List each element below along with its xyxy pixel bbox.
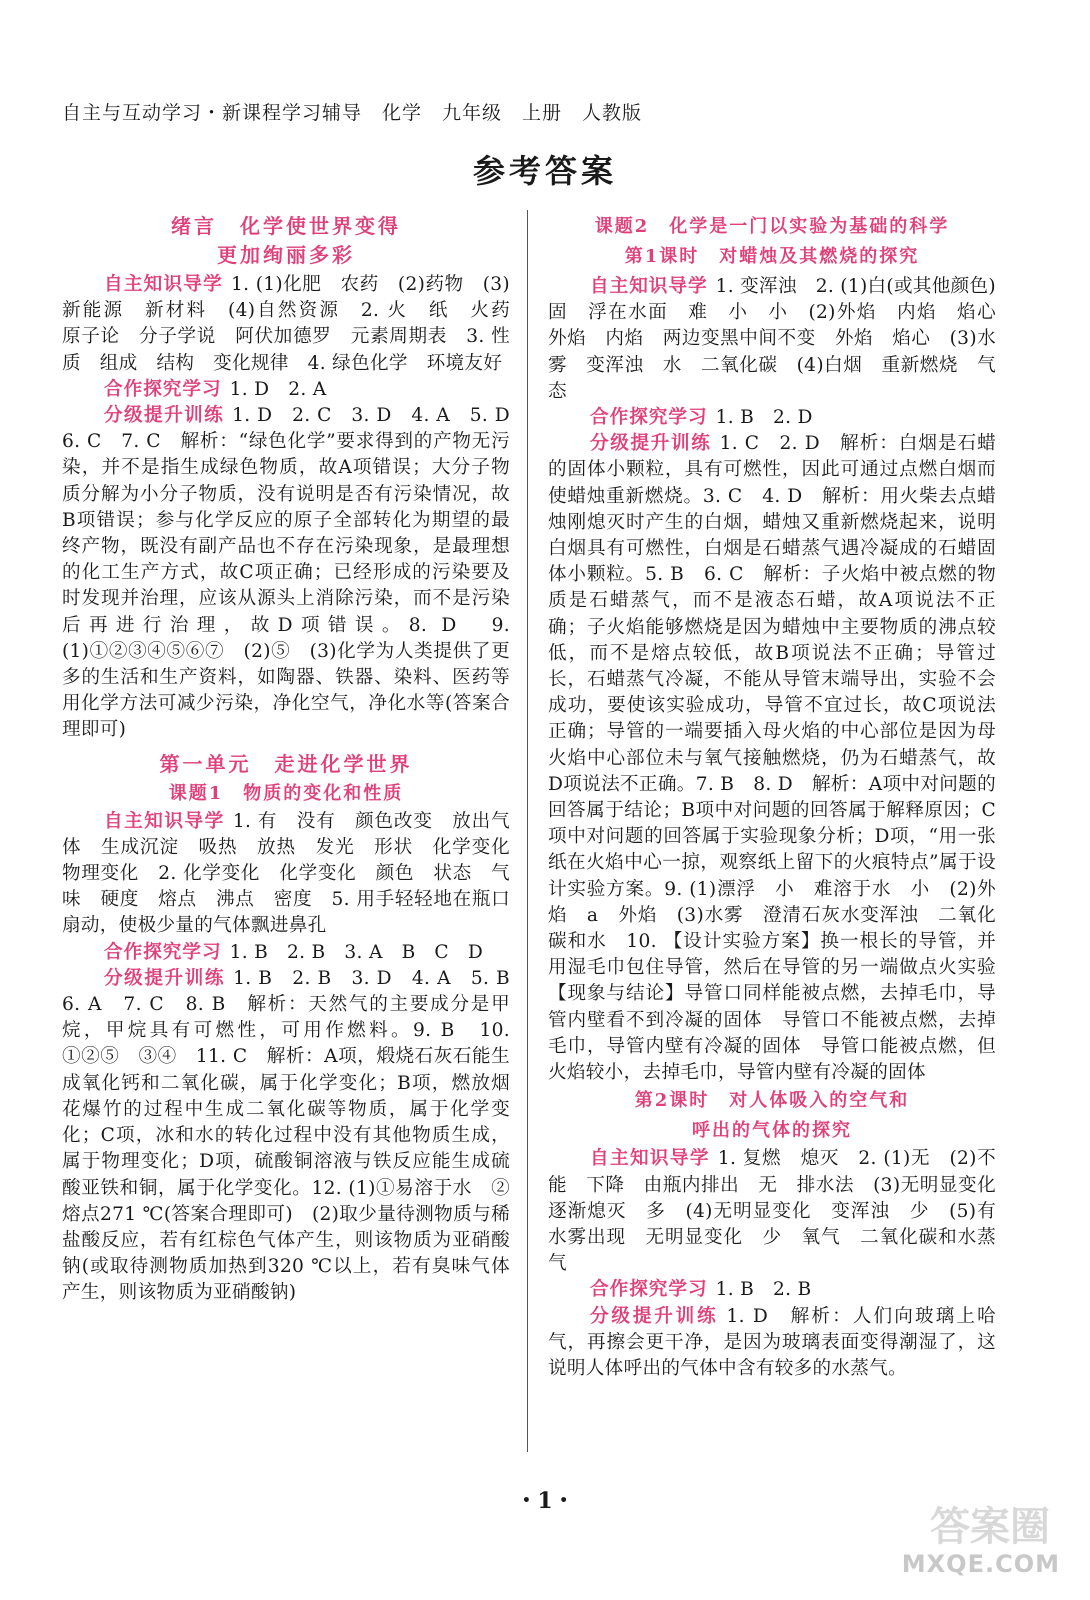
period-title: 第2课时 对人体吸入的空气和	[634, 1090, 910, 1112]
running-header: 自主与互动学习・新课程学习辅导 化学 九年级 上册 人教版	[62, 102, 643, 124]
answer-text: 1. 变浑浊 2. (1)白(或其他颜色) 固 浮在水面 难 小 小 (2)外焰 内焰 焰心 外焰 内焰 两边变黑中间不变 外焰 焰心 (3)水雾 变浑浊 水 二氧化碳 (4)白烟 重新燃烧 气态	[548, 276, 1015, 402]
right-column	[548, 212, 1015, 1382]
lesson-title: 课题1 物质的变化和性质	[168, 782, 404, 804]
watermark-mark: 答案圈	[930, 1504, 1050, 1550]
answer-block	[548, 1277, 996, 1303]
answer-block	[548, 274, 1015, 405]
answer-text: 1. D 2. C 3. D 4. A 5. D 6. C 7. C 解析：“绿色化学”要求得到的产物无污染，并不是指生成绿色物质，故A项错误；大分子物质分解为小分子物质，没有说明是否有污染情况，故B项错误；参与化学反应的原子全部转化为期望的最终产物，既没有副产品也不存在污染现象，是最理想的化工生产方式，故C项正确；已经形成的污染要及时发现并治理，应该从源头上消除污染，而不是污染后再进行治理，故D项错误。8. D 9. (1)①②③④⑤⑥⑦ (2)⑤ (3)化学为人类提供了更多的生活和生产资料，如陶器、铁器、染料、医药等 用化学方法可减少污染，净化空气，净化水等(答案合理即可)	[62, 405, 529, 741]
section-label: 分级提升训练	[104, 405, 225, 427]
answer-text: 1. B 2. B 3. A B C D	[229, 941, 484, 963]
section-label: 合作探究学习	[590, 407, 708, 429]
watermark-logo	[901, 1498, 1060, 1578]
section-label: 合作探究学习	[104, 378, 222, 400]
lesson-title: 课题2 化学是一门以实验为基础的科学	[594, 216, 950, 237]
answer-text: 1. D 解析：人们向玻璃上哈气，再擦会更干净，是因为玻璃表面变得潮湿了，这说明人体呼出的气体中含有较多的水蒸气。	[548, 1305, 996, 1379]
answer-text: 1. D 2. A	[229, 378, 327, 400]
section-label: 合作探究学习	[590, 1279, 708, 1301]
period-title-line2: 呼出的气体的探究	[692, 1120, 852, 1142]
section-label: 分级提升训练	[104, 967, 226, 989]
section-label: 自主知识导学	[104, 810, 225, 832]
page-number: ・1・	[515, 1488, 575, 1514]
section-label: 自主知识导学	[104, 274, 223, 295]
page-title: 参考答案	[472, 152, 617, 190]
answer-text: 1. (1)化肥 农药 (2)药物 (3)新能源 新材料 (4)自然资源 2. 火 纸 火药 原子论 分子学说 阿伏加德罗 元素周期表 3. 性质 组成 结构 变化规律 4. 绿色化学 环境友好	[62, 274, 529, 374]
answer-text: 1. B 2. D	[715, 407, 813, 429]
answer-block	[548, 405, 996, 431]
section-label: 自主知识导学	[590, 1148, 710, 1170]
answer-block	[62, 377, 510, 403]
section-label: 分级提升训练	[590, 1305, 719, 1327]
answer-block	[62, 809, 529, 940]
period-title: 第1课时 对蜡烛及其燃烧的探究	[624, 246, 920, 267]
section-label: 合作探究学习	[104, 941, 222, 963]
answer-block	[548, 1146, 1015, 1277]
answer-block	[62, 940, 510, 966]
left-column	[62, 212, 529, 1307]
answer-text: 1. B 2. B	[715, 1279, 812, 1301]
answer-block	[62, 272, 529, 377]
section-label: 分级提升训练	[590, 433, 712, 455]
answer-block	[62, 966, 529, 1307]
answer-block	[548, 431, 1015, 1086]
intro-title-line2: 更加绚丽多彩	[217, 243, 355, 267]
answer-text: 1. C 2. D 解析：白烟是石蜡的固体小颗粒，具有可燃性，因此可通过点燃白烟而使蜡烛重新燃烧。3. C 4. D 解析：用火柴去点蜡烛刚熄灭时产生的白烟，蜡烛又重新燃烧起来，说明白烟具有可燃性，白烟是石蜡蒸气遇冷凝成的石蜡固体小颗粒。5. B 6. C 解析：子火焰中被点燃的物质是石蜡蒸气，而不是液态石蜡，故A项说法不正确；子火焰能够燃烧是因为蜡烛中主要物质的沸点较低，而不是熔点较低，故B项说法不正确；导管过长，石蜡蒸气冷凝，不能从导管末端导出，实验不会成功，要使该实验成功，导管不宜过长，故C项说法正确；导管的一端要插入母火焰的中心部位是因为母火焰中心部位未与氧气接触燃烧，仍为石蜡蒸气，故D项说法不正确。7. B 8. D 解析：A项中对问题的回答属于结论；B项中对问题的回答属于解释原因；C项中对问题的回答属于实验现象分析；D项，“用一张纸在火焰中心一掠，观察纸上留下的火痕特点”属于设计实验方案。9. (1)漂浮 小 难溶于水 小 (2)外焰 a 外焰 (3)水雾 澄清石灰水变浑浊 二氧化碳和水 10. 【设计实验方案】换一根长的导管，并用湿毛巾包住导管，然后在导管的另一端做点火实验 【现象与结论】导管口同样能被点燃，去掉毛巾，导管内壁看不到冷凝的固体 导管口不能被点燃，去掉毛巾，导管内壁有冷凝的固体 导管口能被点燃，但火焰较小，去掉毛巾，导管内壁有冷凝的固体	[548, 433, 1015, 1084]
answer-block	[62, 403, 529, 744]
answer-text: 1. 有 没有 颜色改变 放出气体 生成沉淀 吸热 放热 发光 形状 化学变化 物理变化 2. 化学变化 化学变化 颜色 状态 气味 硬度 熔点 沸点 密度 5. 用手轻轻地在瓶口扇动，使极少量的气体飘进鼻孔	[62, 810, 529, 937]
answer-text: 1. 复燃 熄灭 2. (1)无 (2)不能 下降 由瓶内排出 无 排水法 (3)无明显变化 逐渐熄灭 多 (4)无明显变化 变浑浊 少 (5)有水雾出现 无明显变化 少 氧气 二氧化碳和水蒸气	[548, 1148, 1015, 1275]
section-label: 自主知识导学	[590, 276, 708, 297]
column-divider	[527, 210, 528, 1452]
answer-block	[548, 1304, 996, 1383]
watermark-url: MXQE.COM	[901, 1550, 1060, 1578]
unit-title: 第一单元 走进化学世界	[159, 751, 413, 776]
intro-title-line1: 绪言 化学使世界变得	[171, 214, 401, 238]
answer-text: 1. B 2. B 3. D 4. A 5. B 6. A 7. C 8. B 解析：天然气的主要成分是甲烷，甲烷具有可燃性，可用作燃料。9. B 10. ①②⑤ ③④ 11. C 解析：A项，煅烧石灰石能生成氧化钙和二氧化碳，属于化学变化；B项，燃放烟花爆竹的过程中生成二氧化碳等物质，属于化学变化；C项，冰和水的转化过程中没有其他物质生成，属于物理变化；D项，硫酸铜溶液与铁反应能生成硫酸亚铁和铜，属于化学变化。12. (1)①易溶于水 ②熔点271 ℃(答案合理即可) (2)取少量待测物质与稀盐酸反应，若有红棕色气体产生，则该物质为亚硝酸钠(或取待测物质加热到320 ℃以上，若有臭味气体产生，则该物质为亚硝酸钠)	[62, 967, 529, 1304]
